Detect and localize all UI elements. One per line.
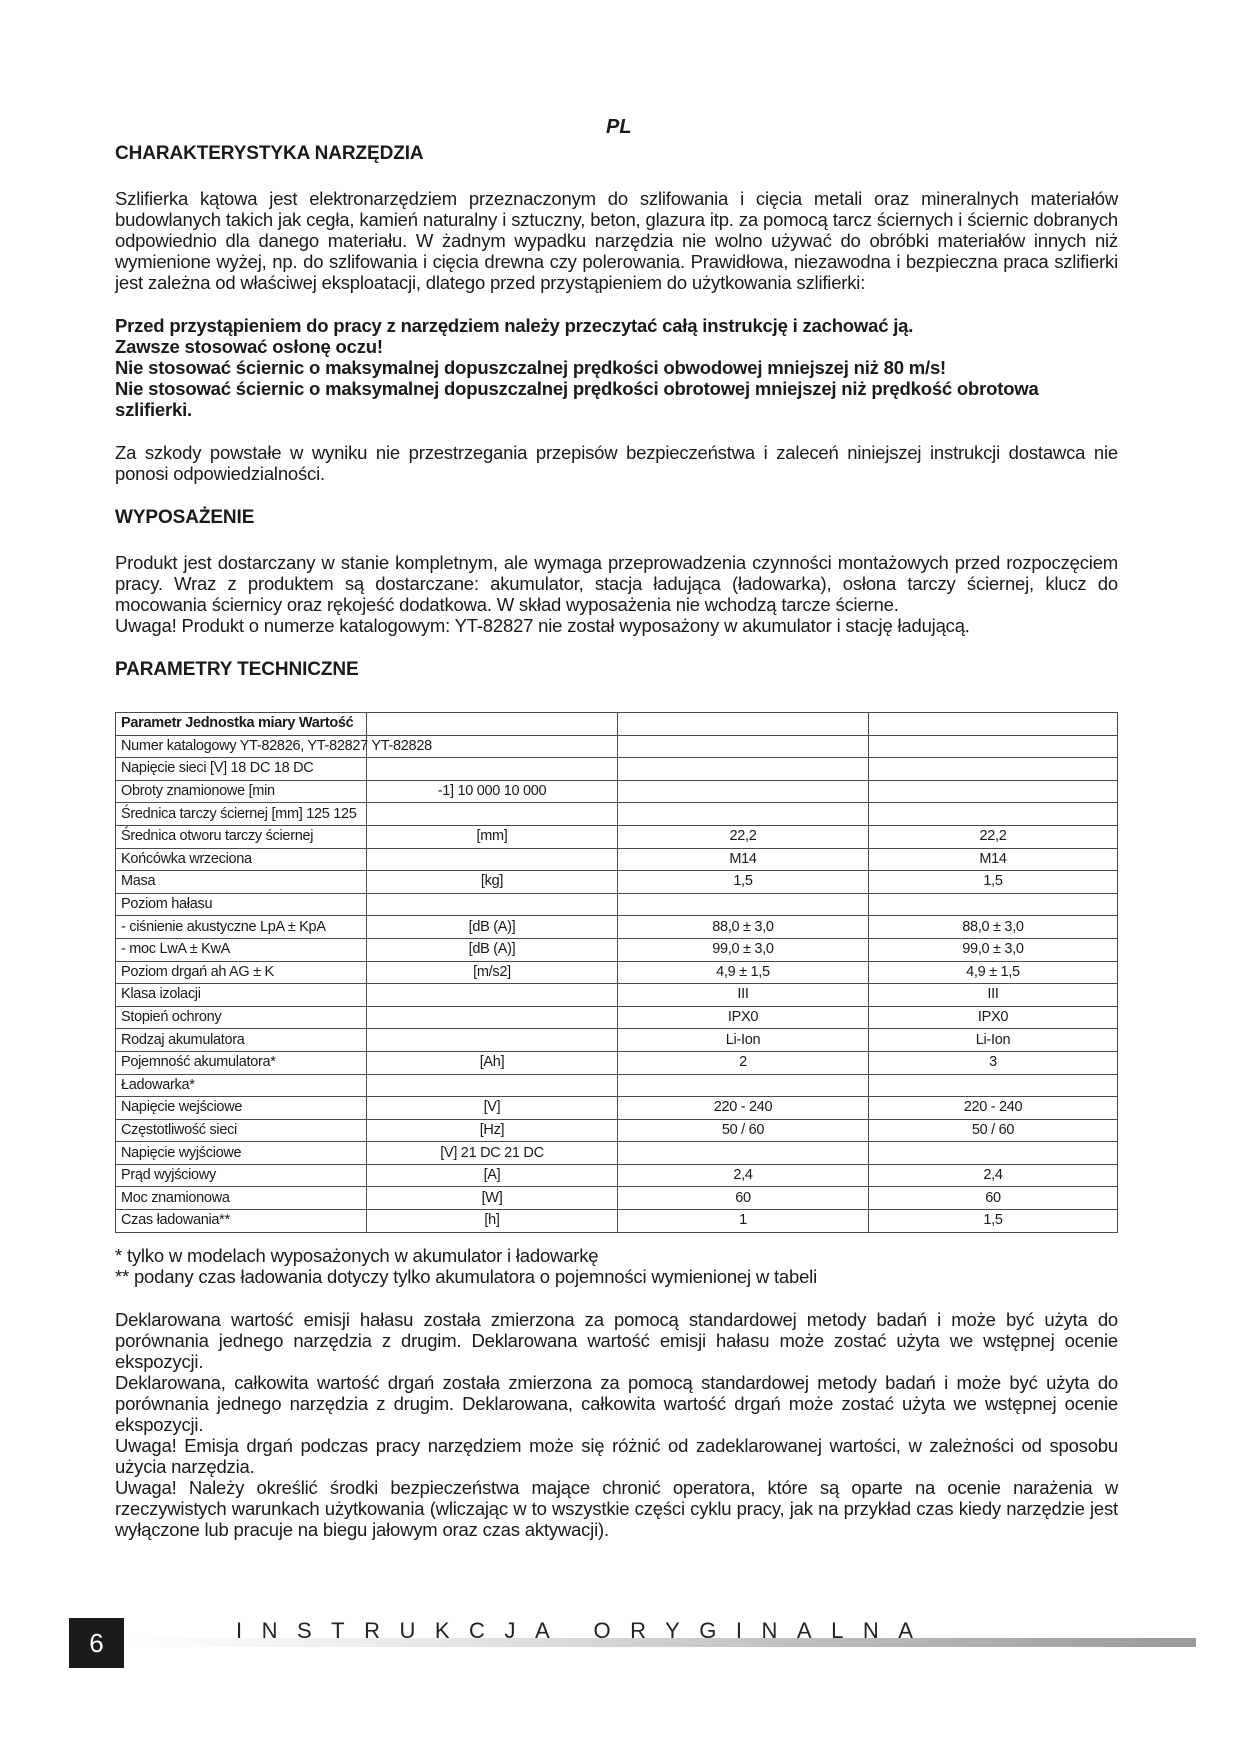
table-row: - ciśnienie akustyczne LpA ± KpA [dB (A)] 88,0 ± 3,0 88,0 ± 3,0 <box>116 916 1118 939</box>
warnings-block <box>115 315 1118 420</box>
language-code: PL <box>606 116 632 138</box>
table-row: Poziom hałasu <box>116 893 1118 916</box>
table-row: Częstotliwość sieci [Hz] 50 / 60 50 / 60 <box>116 1119 1118 1142</box>
section-title-characteristics: CHARAKTERYSTYKA NARZĘDZIA <box>115 143 424 164</box>
table-row: Pojemność akumulatora* [Ah] 2 3 <box>116 1051 1118 1074</box>
table-row: Numer katalogowy YT-82826, YT-82827 YT-82828 <box>116 735 1118 758</box>
paragraph-equipment-note: Uwaga! Produkt o numerze katalogowym: YT-82827 nie został wyposażony w akumulator i stację ładującą. <box>115 615 970 636</box>
section-title-technical: PARAMETRY TECHNICZNE <box>115 659 359 680</box>
table-row: Moc znamionowa [W] 60 60 <box>116 1187 1118 1210</box>
paragraph-intro: Szlifierka kątowa jest elektronarzędziem przeznaczonym do szlifowania i cięcia metali oraz mineralnych materiałów budowlanych takich jak cegła, kamień naturalny i sztuczny, beton, glazura itp. za pomocą tarcz ściernych i ściernic dobranych odpowiednio dla danego materiału. W żadnym wypadku narzędzia nie wolno używać do obróbki materiałów innych niż wymienione wyżej, np. do szlifowania i cięcia drewna czy polerowania. Prawidłowa, niezawodna i bezpieczna praca szlifierki jest zależna od właściwej eksploatacji, dlatego przed przystąpieniem do użytkowania szlifierki: <box>115 188 1118 293</box>
declaration-paragraph: Deklarowana wartość emisji hałasu została zmierzona za pomocą standardowej metody badań i może być użyta do porównania jednego narzędzia z drugim. Deklarowana wartość emisji hałasu może zostać użyta we wstępnej ocenie ekspozycji. <box>115 1308 1118 1372</box>
table-row: Rodzaj akumulatora Li-Ion Li-Ion <box>116 1029 1118 1052</box>
warning-line: Nie stosować ściernic o maksymalnej dopuszczalnej prędkości obrotowej mniejszej niż prędkość obrotowa szlifierki. <box>115 378 1039 420</box>
warning-line: Nie stosować ściernic o maksymalnej dopuszczalnej prędkości obwodowej mniejszej niż 80 m/s! <box>115 357 947 378</box>
table-row: - moc LwA ± KwA [dB (A)] 99,0 ± 3,0 99,0 ± 3,0 <box>116 938 1118 961</box>
table-row: Napięcie wejściowe [V] 220 - 240 220 - 240 <box>116 1097 1118 1120</box>
table-row: Prąd wyjściowy [A] 2,4 2,4 <box>116 1164 1118 1187</box>
warning-line: Przed przystąpieniem do pracy z narzędziem należy przeczytać całą instrukcję i zachować ją. <box>115 315 914 336</box>
footer-text: INSTRUKCJA ORYGINALNA <box>236 1618 933 1643</box>
footnotes <box>115 1245 1118 1287</box>
table-row: Masa [kg] 1,5 1,5 <box>116 871 1118 894</box>
table-row: Końcówka wrzeciona M14 M14 <box>116 848 1118 871</box>
table-row: Czas ładowania** [h] 1 1,5 <box>116 1210 1118 1233</box>
table-row: Poziom drgań ah AG ± K [m/s2] 4,9 ± 1,5 4,9 ± 1,5 <box>116 961 1118 984</box>
page-number: 6 <box>69 1618 124 1668</box>
declaration-paragraph: Deklarowana, całkowita wartość drgań została zmierzona za pomocą standardowej metody badań i może być użyta do porównania jednego narzędzia z drugim. Deklarowana, całkowita wartość drgań może zostać użyta we wstępnej ocenie ekspozycji. <box>115 1371 1118 1435</box>
table-row: Obroty znamionowe [min -1] 10 000 10 000 <box>116 780 1118 803</box>
declaration-paragraph: Uwaga! Należy określić środki bezpieczeństwa mające chronić operatora, które są oparte na ocenie narażenia w rzeczywistych warunkach użytkowania (wliczając w to wszystkie części cyklu pracy, jak na przykład czas kiedy narzędzie jest wyłączone lub pracuje na biegu jałowym oraz czas aktywacji). <box>115 1476 1118 1540</box>
technical-parameters-table <box>115 712 1118 1233</box>
table-row: Klasa izolacji III III <box>116 984 1118 1007</box>
paragraph-liability: Za szkody powstałe w wyniku nie przestrzegania przepisów bezpieczeństwa i zaleceń niniejszej instrukcji dostawca nie ponosi odpowiedzialności. <box>115 442 1118 484</box>
content <box>115 142 1118 1540</box>
declaration-paragraph: Uwaga! Emisja drgań podczas pracy narzędziem może się różnić od zadeklarowanej wartości, w zależności od sposobu użycia narzędzia. <box>115 1434 1118 1477</box>
table-row: Średnica tarczy ściernej [mm] 125 125 <box>116 803 1118 826</box>
table-row: Stopień ochrony IPX0 IPX0 <box>116 1006 1118 1029</box>
warning-line: Zawsze stosować osłonę oczu! <box>115 336 383 357</box>
declaration-block <box>115 1309 1118 1540</box>
table-row: Napięcie wyjściowe [V] 21 DC 21 DC <box>116 1142 1118 1165</box>
table-row: Parametr Jednostka miary Wartość <box>116 713 1118 736</box>
table-row: Napięcie sieci [V] 18 DC 18 DC <box>116 758 1118 781</box>
table-row: Ładowarka* <box>116 1074 1118 1097</box>
footnote: ** podany czas ładowania dotyczy tylko akumulatora o pojemności wymienionej w tabeli <box>115 1265 817 1287</box>
section-title-equipment: WYPOSAŻENIE <box>115 507 255 528</box>
table-row: Średnica otworu tarczy ściernej [mm] 22,2 22,2 <box>116 825 1118 848</box>
footnote: * tylko w modelach wyposażonych w akumulator i ładowarkę <box>115 1244 599 1266</box>
paragraph-equipment: Produkt jest dostarczany w stanie kompletnym, ale wymaga przeprowadzenia czynności montażowych przed rozpoczęciem pracy. Wraz z produktem są dostarczane: akumulator, stacja ładująca (ładowarka), osłona tarczy ściernej, klucz do mocowania ściernicy oraz rękojeść dodatkowa. W skład wyposażenia nie wchodzą tarcze ścierne. <box>115 552 1118 615</box>
